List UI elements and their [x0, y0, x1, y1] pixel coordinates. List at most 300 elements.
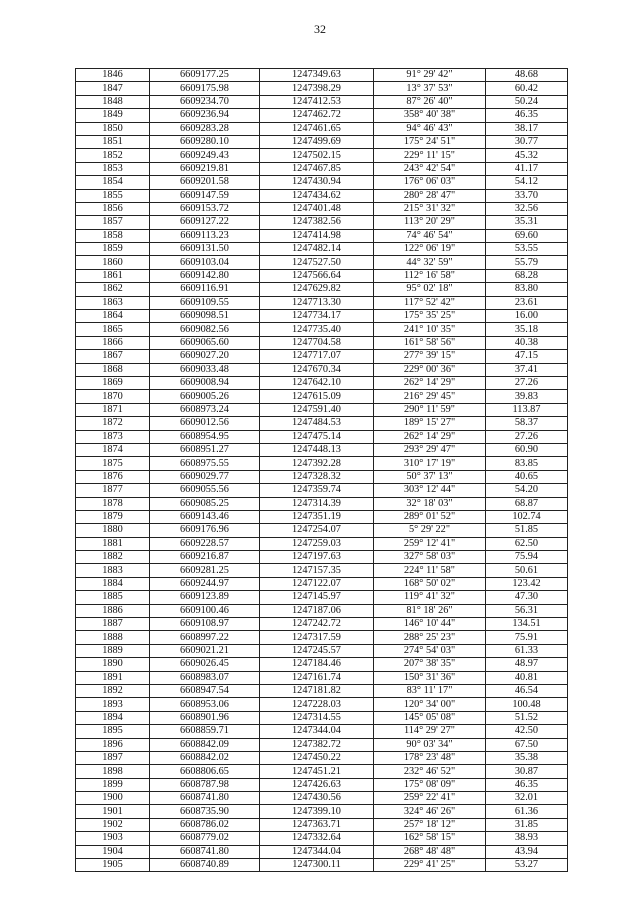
- distance-cell: 60.90: [486, 443, 568, 456]
- distance-cell: 51.85: [486, 524, 568, 537]
- point-number-cell: 1855: [76, 189, 150, 202]
- distance-cell: 48.97: [486, 658, 568, 671]
- distance-cell: 53.55: [486, 243, 568, 256]
- table-row: [76, 310, 568, 323]
- table-row: [76, 845, 568, 858]
- table-row: [76, 350, 568, 363]
- table-row: [76, 202, 568, 215]
- point-number-cell: 1852: [76, 149, 150, 162]
- x-coordinate-cell: 6608740.89: [150, 859, 260, 872]
- bearing-cell: 274° 54' 03": [374, 644, 486, 657]
- x-coordinate-cell: 6609027.20: [150, 350, 260, 363]
- y-coordinate-cell: 1247332.64: [260, 832, 374, 845]
- point-number-cell: 1860: [76, 256, 150, 269]
- x-coordinate-cell: 6609055.56: [150, 484, 260, 497]
- bearing-cell: 122° 06' 19": [374, 243, 486, 256]
- x-coordinate-cell: 6608859.71: [150, 725, 260, 738]
- page-number: 32: [314, 22, 326, 36]
- y-coordinate-cell: 1247242.72: [260, 618, 374, 631]
- y-coordinate-cell: 1247430.94: [260, 176, 374, 189]
- y-coordinate-cell: 1247351.19: [260, 510, 374, 523]
- y-coordinate-cell: 1247328.32: [260, 470, 374, 483]
- y-coordinate-cell: 1247484.53: [260, 417, 374, 430]
- point-number-cell: 1864: [76, 310, 150, 323]
- x-coordinate-cell: 6609065.60: [150, 336, 260, 349]
- point-number-cell: 1867: [76, 350, 150, 363]
- x-coordinate-cell: 6608901.96: [150, 711, 260, 724]
- y-coordinate-cell: 1247382.56: [260, 216, 374, 229]
- bearing-cell: 176° 06' 03": [374, 176, 486, 189]
- point-number-cell: 1870: [76, 390, 150, 403]
- x-coordinate-cell: 6608975.55: [150, 457, 260, 470]
- point-number-cell: 1904: [76, 845, 150, 858]
- bearing-cell: 119° 41' 32": [374, 591, 486, 604]
- point-number-cell: 1896: [76, 738, 150, 751]
- x-coordinate-cell: 6609153.72: [150, 202, 260, 215]
- point-number-cell: 1854: [76, 176, 150, 189]
- table-row: [76, 751, 568, 764]
- table-row: [76, 283, 568, 296]
- distance-cell: 67.50: [486, 738, 568, 751]
- point-number-cell: 1887: [76, 618, 150, 631]
- table-row: [76, 658, 568, 671]
- point-number-cell: 1884: [76, 577, 150, 590]
- point-number-cell: 1848: [76, 95, 150, 108]
- table-row: [76, 457, 568, 470]
- y-coordinate-cell: 1247344.04: [260, 725, 374, 738]
- table-row: [76, 109, 568, 122]
- distance-cell: 42.50: [486, 725, 568, 738]
- bearing-cell: 175° 08' 09": [374, 778, 486, 791]
- point-number-cell: 1895: [76, 725, 150, 738]
- bearing-cell: 5° 29' 22": [374, 524, 486, 537]
- x-coordinate-cell: 6609098.51: [150, 310, 260, 323]
- bearing-cell: 257° 18' 12": [374, 818, 486, 831]
- bearing-cell: 303° 12' 44": [374, 484, 486, 497]
- x-coordinate-cell: 6608953.06: [150, 698, 260, 711]
- bearing-cell: 112° 16' 58": [374, 269, 486, 282]
- table-row: [76, 497, 568, 510]
- bearing-cell: 224° 11' 58": [374, 564, 486, 577]
- y-coordinate-cell: 1247314.39: [260, 497, 374, 510]
- y-coordinate-cell: 1247566.64: [260, 269, 374, 282]
- y-coordinate-cell: 1247259.03: [260, 537, 374, 550]
- point-number-cell: 1883: [76, 564, 150, 577]
- bearing-cell: 117° 52' 42": [374, 296, 486, 309]
- x-coordinate-cell: 6609008.94: [150, 376, 260, 389]
- bearing-cell: 161° 58' 56": [374, 336, 486, 349]
- y-coordinate-cell: 1247382.72: [260, 738, 374, 751]
- y-coordinate-cell: 1247482.14: [260, 243, 374, 256]
- point-number-cell: 1875: [76, 457, 150, 470]
- distance-cell: 50.61: [486, 564, 568, 577]
- bearing-cell: 168° 50' 02": [374, 577, 486, 590]
- x-coordinate-cell: 6609234.70: [150, 95, 260, 108]
- distance-cell: 23.61: [486, 296, 568, 309]
- table-row: [76, 832, 568, 845]
- point-number-cell: 1856: [76, 202, 150, 215]
- table-row: [76, 738, 568, 751]
- point-number-cell: 1878: [76, 497, 150, 510]
- x-coordinate-cell: 6609029.77: [150, 470, 260, 483]
- x-coordinate-cell: 6609281.25: [150, 564, 260, 577]
- table-row: [76, 443, 568, 456]
- table-row: [76, 564, 568, 577]
- table-row: [76, 149, 568, 162]
- bearing-cell: 50° 37' 13": [374, 470, 486, 483]
- point-number-cell: 1898: [76, 765, 150, 778]
- distance-cell: 33.70: [486, 189, 568, 202]
- coordinates-table: [75, 68, 568, 872]
- distance-cell: 61.33: [486, 644, 568, 657]
- x-coordinate-cell: 6609175.98: [150, 82, 260, 95]
- bearing-cell: 189° 15' 27": [374, 417, 486, 430]
- x-coordinate-cell: 6609280.10: [150, 135, 260, 148]
- bearing-cell: 277° 39' 15": [374, 350, 486, 363]
- y-coordinate-cell: 1247642.10: [260, 376, 374, 389]
- y-coordinate-cell: 1247467.85: [260, 162, 374, 175]
- table-row: [76, 376, 568, 389]
- y-coordinate-cell: 1247349.63: [260, 69, 374, 82]
- y-coordinate-cell: 1247475.14: [260, 430, 374, 443]
- table-row: [76, 256, 568, 269]
- bearing-cell: 83° 11' 17": [374, 684, 486, 697]
- table-row: [76, 470, 568, 483]
- x-coordinate-cell: 6608997.22: [150, 631, 260, 644]
- x-coordinate-cell: 6609236.94: [150, 109, 260, 122]
- x-coordinate-cell: 6609100.46: [150, 604, 260, 617]
- table-row: [76, 243, 568, 256]
- point-number-cell: 1903: [76, 832, 150, 845]
- table-row: [76, 604, 568, 617]
- distance-cell: 30.77: [486, 135, 568, 148]
- table-row: [76, 698, 568, 711]
- distance-cell: 16.00: [486, 310, 568, 323]
- distance-cell: 32.56: [486, 202, 568, 215]
- distance-cell: 46.54: [486, 684, 568, 697]
- point-number-cell: 1894: [76, 711, 150, 724]
- distance-cell: 58.37: [486, 417, 568, 430]
- point-number-cell: 1905: [76, 859, 150, 872]
- point-number-cell: 1863: [76, 296, 150, 309]
- bearing-cell: 289° 01' 52": [374, 510, 486, 523]
- table-row: [76, 216, 568, 229]
- y-coordinate-cell: 1247344.04: [260, 845, 374, 858]
- x-coordinate-cell: 6609012.56: [150, 417, 260, 430]
- point-number-cell: 1871: [76, 403, 150, 416]
- bearing-cell: 87° 26' 40": [374, 95, 486, 108]
- point-number-cell: 1850: [76, 122, 150, 135]
- bearing-cell: 262° 14' 29": [374, 430, 486, 443]
- table-row: [76, 591, 568, 604]
- y-coordinate-cell: 1247734.17: [260, 310, 374, 323]
- table-row: [76, 792, 568, 805]
- point-number-cell: 1857: [76, 216, 150, 229]
- point-number-cell: 1901: [76, 805, 150, 818]
- x-coordinate-cell: 6609021.21: [150, 644, 260, 657]
- distance-cell: 47.30: [486, 591, 568, 604]
- y-coordinate-cell: 1247527.50: [260, 256, 374, 269]
- point-number-cell: 1879: [76, 510, 150, 523]
- y-coordinate-cell: 1247157.35: [260, 564, 374, 577]
- table-row: [76, 537, 568, 550]
- point-number-cell: 1886: [76, 604, 150, 617]
- distance-cell: 100.48: [486, 698, 568, 711]
- x-coordinate-cell: 6609109.55: [150, 296, 260, 309]
- distance-cell: 51.52: [486, 711, 568, 724]
- y-coordinate-cell: 1247359.74: [260, 484, 374, 497]
- point-number-cell: 1885: [76, 591, 150, 604]
- distance-cell: 46.35: [486, 109, 568, 122]
- distance-cell: 75.94: [486, 551, 568, 564]
- table-row: [76, 631, 568, 644]
- distance-cell: 83.80: [486, 283, 568, 296]
- x-coordinate-cell: 6608779.02: [150, 832, 260, 845]
- bearing-cell: 114° 29' 27": [374, 725, 486, 738]
- bearing-cell: 216° 29' 45": [374, 390, 486, 403]
- y-coordinate-cell: 1247704.58: [260, 336, 374, 349]
- bearing-cell: 81° 18' 26": [374, 604, 486, 617]
- x-coordinate-cell: 6609219.81: [150, 162, 260, 175]
- x-coordinate-cell: 6608787.98: [150, 778, 260, 791]
- y-coordinate-cell: 1247499.69: [260, 135, 374, 148]
- y-coordinate-cell: 1247461.65: [260, 122, 374, 135]
- table-row: [76, 95, 568, 108]
- distance-cell: 56.31: [486, 604, 568, 617]
- x-coordinate-cell: 6609244.97: [150, 577, 260, 590]
- table-row: [76, 684, 568, 697]
- y-coordinate-cell: 1247197.63: [260, 551, 374, 564]
- distance-cell: 53.27: [486, 859, 568, 872]
- distance-cell: 75.91: [486, 631, 568, 644]
- table-row: [76, 176, 568, 189]
- x-coordinate-cell: 6609033.48: [150, 363, 260, 376]
- table-row: [76, 551, 568, 564]
- distance-cell: 62.50: [486, 537, 568, 550]
- x-coordinate-cell: 6608954.95: [150, 430, 260, 443]
- point-number-cell: 1891: [76, 671, 150, 684]
- bearing-cell: 175° 24' 51": [374, 135, 486, 148]
- x-coordinate-cell: 6608741.80: [150, 792, 260, 805]
- point-number-cell: 1893: [76, 698, 150, 711]
- x-coordinate-cell: 6609026.45: [150, 658, 260, 671]
- distance-cell: 27.26: [486, 430, 568, 443]
- distance-cell: 48.68: [486, 69, 568, 82]
- point-number-cell: 1849: [76, 109, 150, 122]
- table-row: [76, 430, 568, 443]
- point-number-cell: 1847: [76, 82, 150, 95]
- table-row: [76, 69, 568, 82]
- distance-cell: 68.87: [486, 497, 568, 510]
- point-number-cell: 1859: [76, 243, 150, 256]
- x-coordinate-cell: 6609142.80: [150, 269, 260, 282]
- x-coordinate-cell: 6609082.56: [150, 323, 260, 336]
- bearing-cell: 324° 46' 26": [374, 805, 486, 818]
- y-coordinate-cell: 1247412.53: [260, 95, 374, 108]
- y-coordinate-cell: 1247591.40: [260, 403, 374, 416]
- point-number-cell: 1899: [76, 778, 150, 791]
- distance-cell: 38.93: [486, 832, 568, 845]
- bearing-cell: 113° 20' 29": [374, 216, 486, 229]
- distance-cell: 69.60: [486, 229, 568, 242]
- point-number-cell: 1858: [76, 229, 150, 242]
- x-coordinate-cell: 6609176.96: [150, 524, 260, 537]
- y-coordinate-cell: 1247451.21: [260, 765, 374, 778]
- y-coordinate-cell: 1247363.71: [260, 818, 374, 831]
- bearing-cell: 232° 46' 52": [374, 765, 486, 778]
- x-coordinate-cell: 6609216.87: [150, 551, 260, 564]
- point-number-cell: 1876: [76, 470, 150, 483]
- distance-cell: 54.12: [486, 176, 568, 189]
- y-coordinate-cell: 1247245.57: [260, 644, 374, 657]
- table-row: [76, 859, 568, 872]
- table-row: [76, 510, 568, 523]
- bearing-cell: 229° 11' 15": [374, 149, 486, 162]
- bearing-cell: 327° 58' 03": [374, 551, 486, 564]
- distance-cell: 50.24: [486, 95, 568, 108]
- table-row: [76, 403, 568, 416]
- bearing-cell: 175° 35' 25": [374, 310, 486, 323]
- table-row: [76, 805, 568, 818]
- x-coordinate-cell: 6609283.28: [150, 122, 260, 135]
- point-number-cell: 1902: [76, 818, 150, 831]
- distance-cell: 113.87: [486, 403, 568, 416]
- table-row: [76, 189, 568, 202]
- table-row: [76, 162, 568, 175]
- point-number-cell: 1846: [76, 69, 150, 82]
- x-coordinate-cell: 6608806.65: [150, 765, 260, 778]
- point-number-cell: 1889: [76, 644, 150, 657]
- bearing-cell: 229° 00' 36": [374, 363, 486, 376]
- bearing-cell: 13° 37' 53": [374, 82, 486, 95]
- point-number-cell: 1861: [76, 269, 150, 282]
- y-coordinate-cell: 1247414.98: [260, 229, 374, 242]
- x-coordinate-cell: 6609123.89: [150, 591, 260, 604]
- x-coordinate-cell: 6609249.43: [150, 149, 260, 162]
- point-number-cell: 1868: [76, 363, 150, 376]
- table-row: [76, 135, 568, 148]
- distance-cell: 39.83: [486, 390, 568, 403]
- y-coordinate-cell: 1247314.55: [260, 711, 374, 724]
- bearing-cell: 215° 31' 32": [374, 202, 486, 215]
- point-number-cell: 1851: [76, 135, 150, 148]
- point-number-cell: 1862: [76, 283, 150, 296]
- point-number-cell: 1872: [76, 417, 150, 430]
- y-coordinate-cell: 1247462.72: [260, 109, 374, 122]
- y-coordinate-cell: 1247300.11: [260, 859, 374, 872]
- bearing-cell: 146° 10' 44": [374, 618, 486, 631]
- table-row: [76, 644, 568, 657]
- y-coordinate-cell: 1247717.07: [260, 350, 374, 363]
- table-row: [76, 296, 568, 309]
- bearing-cell: 207° 38' 35": [374, 658, 486, 671]
- point-number-cell: 1880: [76, 524, 150, 537]
- y-coordinate-cell: 1247122.07: [260, 577, 374, 590]
- bearing-cell: 268° 48' 48": [374, 845, 486, 858]
- y-coordinate-cell: 1247228.03: [260, 698, 374, 711]
- point-number-cell: 1890: [76, 658, 150, 671]
- y-coordinate-cell: 1247629.82: [260, 283, 374, 296]
- y-coordinate-cell: 1247187.06: [260, 604, 374, 617]
- point-number-cell: 1865: [76, 323, 150, 336]
- x-coordinate-cell: 6609131.50: [150, 243, 260, 256]
- y-coordinate-cell: 1247615.09: [260, 390, 374, 403]
- y-coordinate-cell: 1247254.07: [260, 524, 374, 537]
- table-row: [76, 671, 568, 684]
- y-coordinate-cell: 1247398.29: [260, 82, 374, 95]
- point-number-cell: 1892: [76, 684, 150, 697]
- bearing-cell: 310° 17' 19": [374, 457, 486, 470]
- y-coordinate-cell: 1247145.97: [260, 591, 374, 604]
- bearing-cell: 94° 46' 43": [374, 122, 486, 135]
- distance-cell: 38.17: [486, 122, 568, 135]
- point-number-cell: 1881: [76, 537, 150, 550]
- bearing-cell: 293° 29' 47": [374, 443, 486, 456]
- table-row: [76, 390, 568, 403]
- y-coordinate-cell: 1247317.59: [260, 631, 374, 644]
- point-number-cell: 1853: [76, 162, 150, 175]
- table-row: [76, 778, 568, 791]
- y-coordinate-cell: 1247426.63: [260, 778, 374, 791]
- table-row: [76, 765, 568, 778]
- table-row: [76, 323, 568, 336]
- bearing-cell: 241° 10' 35": [374, 323, 486, 336]
- y-coordinate-cell: 1247735.40: [260, 323, 374, 336]
- distance-cell: 27.26: [486, 376, 568, 389]
- point-number-cell: 1897: [76, 751, 150, 764]
- point-number-cell: 1874: [76, 443, 150, 456]
- y-coordinate-cell: 1247670.34: [260, 363, 374, 376]
- table-row: [76, 484, 568, 497]
- y-coordinate-cell: 1247401.48: [260, 202, 374, 215]
- x-coordinate-cell: 6609228.57: [150, 537, 260, 550]
- distance-cell: 40.38: [486, 336, 568, 349]
- y-coordinate-cell: 1247713.30: [260, 296, 374, 309]
- point-number-cell: 1877: [76, 484, 150, 497]
- bearing-cell: 150° 31' 36": [374, 671, 486, 684]
- bearing-cell: 259° 22' 41": [374, 792, 486, 805]
- x-coordinate-cell: 6608786.02: [150, 818, 260, 831]
- distance-cell: 134.51: [486, 618, 568, 631]
- distance-cell: 61.36: [486, 805, 568, 818]
- x-coordinate-cell: 6609108.97: [150, 618, 260, 631]
- distance-cell: 30.87: [486, 765, 568, 778]
- distance-cell: 45.32: [486, 149, 568, 162]
- table-row: [76, 336, 568, 349]
- table-row: [76, 122, 568, 135]
- table-row: [76, 82, 568, 95]
- bearing-cell: 120° 34' 00": [374, 698, 486, 711]
- x-coordinate-cell: 6608983.07: [150, 671, 260, 684]
- y-coordinate-cell: 1247448.13: [260, 443, 374, 456]
- table-row: [76, 417, 568, 430]
- point-number-cell: 1866: [76, 336, 150, 349]
- y-coordinate-cell: 1247399.10: [260, 805, 374, 818]
- x-coordinate-cell: 6609201.58: [150, 176, 260, 189]
- distance-cell: 41.17: [486, 162, 568, 175]
- x-coordinate-cell: 6608951.27: [150, 443, 260, 456]
- distance-cell: 68.28: [486, 269, 568, 282]
- bearing-cell: 229° 41' 25": [374, 859, 486, 872]
- x-coordinate-cell: 6609147.59: [150, 189, 260, 202]
- x-coordinate-cell: 6608741.80: [150, 845, 260, 858]
- bearing-cell: 32° 18' 03": [374, 497, 486, 510]
- bearing-cell: 90° 03' 34": [374, 738, 486, 751]
- y-coordinate-cell: 1247450.22: [260, 751, 374, 764]
- distance-cell: 55.79: [486, 256, 568, 269]
- x-coordinate-cell: 6608842.02: [150, 751, 260, 764]
- point-number-cell: 1888: [76, 631, 150, 644]
